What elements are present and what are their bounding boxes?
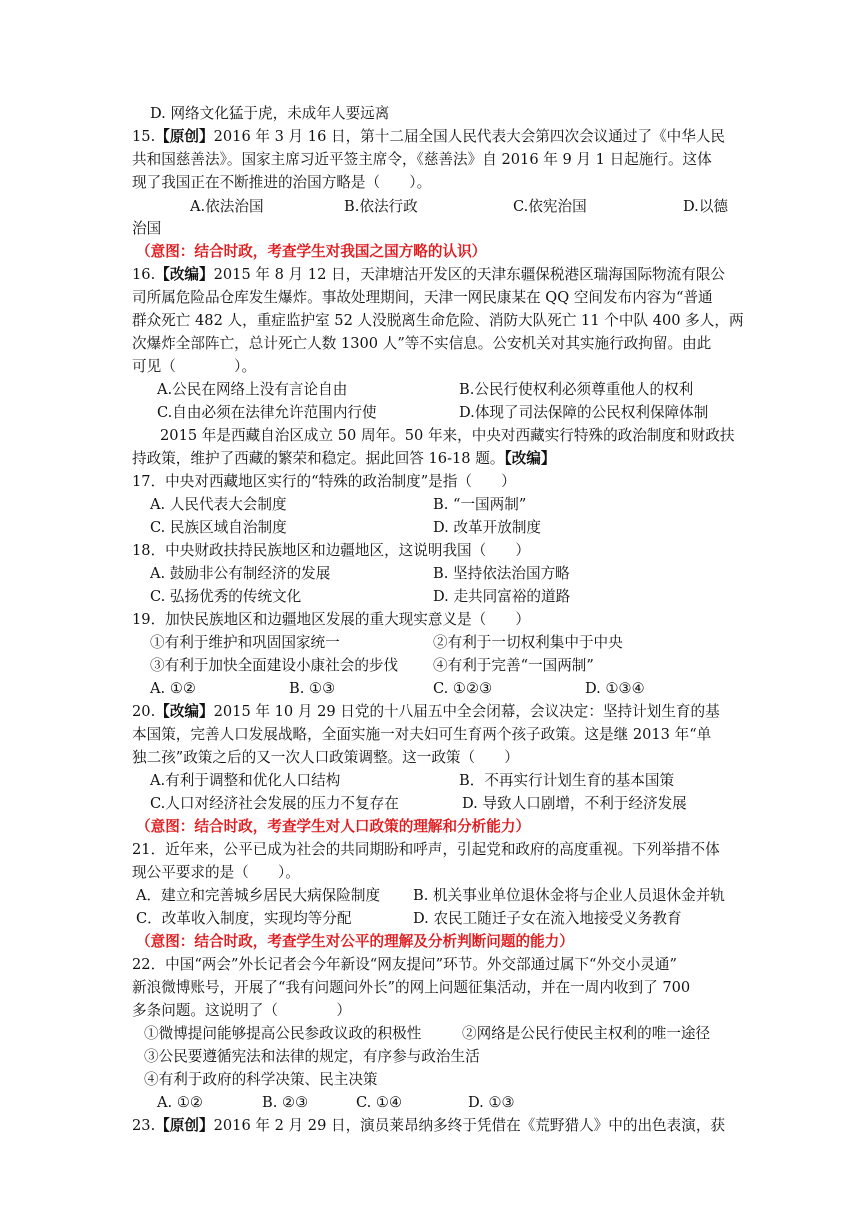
q19-statement-2: ②有利于一切权利集中于中央	[433, 634, 623, 651]
q21-option-b: B. 机关事业单位退休金将与企业人员退休金并轨	[413, 887, 725, 904]
q16-option-c: C.自由必须在法律允许范围内行使	[157, 404, 377, 421]
q15-number: 15.	[132, 128, 156, 145]
q22-option-d: D. ①③	[468, 1094, 515, 1111]
q21-stem-line1: 21．近年来，公平已成为社会的共同期盼和呼声，引起党和政府的高度重视。下列举措不体	[132, 841, 720, 858]
q15-option-d-cont: 治国	[132, 220, 162, 237]
q20-stem-line2: 本国策，完善人口发展战略，全面实施一对夫妇可生育两个孩子政策。这是继 2013 年“单	[132, 726, 712, 743]
q22-statement-2: ②网络是公民行使民主权利的唯一途径	[462, 1025, 711, 1042]
q16-stem-line3: 群众死亡 482 人，重症监护室 52 人没脱离生命危险、消防大队死亡 11 个中队 400 多人，两	[132, 312, 744, 329]
q18-option-d: D. 走共同富裕的道路	[433, 588, 571, 605]
q22-statement-1: ①微博提问能够提高公民参政议政的积极性	[144, 1025, 422, 1042]
q21-option-a: A．建立和完善城乡居民大病保险制度	[136, 887, 381, 904]
q22-stem-line1: 22．中国“两会”外长记者会今年新设“网友提问”环节。外交部通过属下“外交小灵通”	[132, 956, 677, 973]
q22-stem-line3: 多条问题。这说明了（ ）	[132, 1002, 351, 1019]
q17-option-b: B. “一国两制”	[433, 496, 527, 513]
q16-stem-line2: 司所属危险品仓库发生爆炸。事故处理期间，天津一网民康某在 QQ 空间发布内容为“普通	[132, 289, 713, 306]
q20-option-a: A.有利于调整和优化人口结构	[150, 772, 341, 789]
q18-option-a: A. 鼓励非公有制经济的发展	[150, 565, 331, 582]
q15-stem-line1	[132, 126, 725, 148]
q15-option-c: C.依宪治国	[513, 198, 587, 215]
q18-option-c: C. 弘扬优秀的传统文化	[150, 588, 302, 605]
q16-text: 2015 年 8 月 12 日，天津塘沽开发区的天津东疆保税港区瑞海国际物流有限公	[213, 266, 726, 283]
q15-text: 2016 年 3 月 16 日，第十二届全国人民代表大会第四次会议通过了《中华人民	[213, 128, 726, 145]
q21-intent: （意图：结合时政，考查学生对公平的理解及分析判断问题的能力）	[136, 933, 574, 950]
q23-tag: 【原创】	[155, 1117, 214, 1134]
q23-number: 23.	[132, 1117, 156, 1134]
q20-number: 20.	[132, 703, 156, 720]
q19-statement-4: ④有利于完善“一国两制”	[433, 657, 594, 674]
q19-statement-3: ③有利于加快全面建设小康社会的步伐	[150, 657, 399, 674]
q21-option-d: D. 农民工随迁子女在流入地接受义务教育	[413, 910, 682, 927]
material-line2	[132, 448, 556, 470]
q16-stem-line1	[132, 264, 725, 286]
q15-tag: 【原创】	[155, 128, 214, 145]
q18-option-b: B. 坚持依法治国方略	[433, 565, 570, 582]
q20-intent: （意图：结合时政，考查学生对人口政策的理解和分析能力）	[136, 818, 531, 835]
q20-tag: 【改编】	[155, 703, 214, 720]
q22-option-b: B. ②③	[262, 1094, 309, 1111]
q15-option-d: D.以德	[683, 198, 729, 215]
q22-statement-4: ④有利于政府的科学决策、民主决策	[144, 1071, 378, 1088]
q19-option-b: B. ①③	[289, 680, 336, 697]
q18-stem: 18．中央财政扶持民族地区和边疆地区，这说明我国（ ）	[132, 542, 531, 559]
q16-option-a: A.公民在网络上没有言论自由	[157, 381, 348, 398]
q16-stem-line5: 可见（ ）。	[132, 358, 257, 375]
q16-stem-line4: 次爆炸全部阵亡，总计死亡人数 1300 人”等不实信息。公安机关对其实施行政拘留。由此	[132, 335, 712, 352]
q15-option-b: B.依法行政	[344, 198, 418, 215]
q20-option-c: C.人口对经济社会发展的压力不复存在	[150, 795, 399, 812]
q20-option-b: B．不再实行计划生育的基本国策	[459, 772, 675, 789]
q17-option-a: A. 人民代表大会制度	[150, 496, 287, 513]
q22-option-a: A. ①②	[157, 1094, 203, 1111]
q22-stem-line2: 新浪微博账号，开展了“我有问题问外长”的网上问题征集活动，并在一周内收到了 700	[132, 979, 691, 996]
q15-stem-line3: 现了我国正在不断推进的治国方略是（ ）。	[132, 174, 432, 191]
q20-stem-line3: 独二孩”政策之后的又一次人口政策调整。这一政策（ ）	[132, 749, 519, 766]
q19-statement-1: ①有利于维护和巩固国家统一	[150, 634, 340, 651]
q16-tag: 【改编】	[155, 266, 214, 283]
q17-stem: 17．中央对西藏地区实行的“特殊的政治制度”是指（ ）	[132, 473, 516, 490]
q23-text: 2016 年 2 月 29 日，演员莱昂纳多终于凭借在《荒野猎人》中的出色表演，获	[213, 1117, 726, 1134]
material-text: 持政策，维护了西藏的繁荣和稳定。据此回答 16-18 题。	[132, 450, 505, 467]
q19-option-a: A. ①②	[150, 680, 196, 697]
q21-stem-line2: 现公平要求的是（ ）。	[132, 864, 300, 881]
material-tag: 【改编】	[504, 450, 556, 467]
q14-option-d: D. 网络文化猛于虎，未成年人要远离	[150, 105, 390, 122]
q19-stem: 19．加快民族地区和边疆地区发展的重大现实意义是（ ）	[132, 611, 531, 628]
q17-option-c: C. 民族区域自治制度	[150, 519, 287, 536]
q22-option-c: C. ①④	[356, 1094, 403, 1111]
q19-option-c: C. ①②③	[433, 680, 493, 697]
q23-stem-line1	[132, 1115, 725, 1137]
q15-intent: （意图：结合时政，考查学生对我国之国方略的认识）	[136, 243, 487, 260]
q15-option-a: A.依法治国	[190, 198, 264, 215]
q16-option-b: B.公民行使权利必须尊重他人的权利	[459, 381, 694, 398]
q20-text: 2015 年 10 月 29 日党的十八届五中全会闭幕，会议决定：坚持计划生育的基	[213, 703, 720, 720]
q22-statement-3: ③公民要遵循宪法和法律的规定，有序参与政治生活	[144, 1048, 480, 1065]
q20-stem-line1	[132, 701, 720, 723]
q19-option-d: D. ①③④	[585, 680, 645, 697]
q16-number: 16.	[132, 266, 156, 283]
q20-option-d: D. 导致人口剧增，不利于经济发展	[462, 795, 687, 812]
q15-stem-line2: 共和国慈善法》。国家主席习近平签主席令，《慈善法》自 2016 年 9 月 1 日起施行。这体	[132, 151, 712, 168]
q17-option-d: D. 改革开放制度	[433, 519, 542, 536]
q16-option-d: D.体现了司法保障的公民权利保障体制	[459, 404, 709, 421]
material-line1: 2015 年是西藏自治区成立 50 周年。50 年来，中央对西藏实行特殊的政治制度和财政扶	[160, 427, 735, 444]
q21-option-c: C．改革收入制度，实现均等分配	[136, 910, 352, 927]
